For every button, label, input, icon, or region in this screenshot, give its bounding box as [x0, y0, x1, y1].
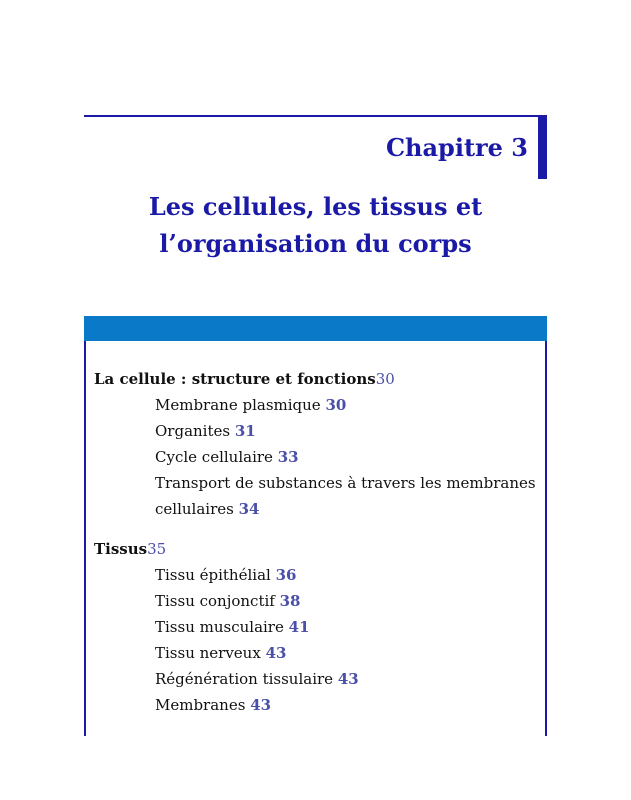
toc-section-title: Tissus — [94, 540, 148, 558]
toc-entry[interactable] — [94, 470, 544, 522]
toc-entry-label: Cycle cellulaire — [155, 448, 273, 466]
toc-left-border — [84, 341, 86, 736]
toc-entry-label-line1: Transport de substances à travers les membranes — [155, 474, 536, 492]
toc-entry-label: Tissu nerveux — [155, 644, 261, 662]
toc-entry-label: Tissu musculaire — [155, 618, 284, 636]
toc-entry-label: Tissu épithélial — [155, 566, 271, 584]
chapter-title-line2: l’organisation du corps — [159, 229, 472, 258]
toc-entry[interactable] — [94, 666, 544, 692]
toc-entry-label: Membranes — [155, 696, 246, 714]
toc-right-border — [545, 341, 547, 736]
chapter-top-rule — [84, 115, 544, 117]
toc-entry-label: Régénération tissulaire — [155, 670, 334, 688]
toc-entry-page: 34 — [238, 500, 260, 518]
table-of-contents — [94, 366, 544, 732]
toc-entry[interactable] — [94, 562, 544, 588]
toc-entry[interactable] — [94, 588, 544, 614]
toc-section-page: 35 — [147, 540, 167, 558]
toc-sub-list — [94, 392, 544, 522]
chapter-title — [84, 188, 547, 262]
toc-entry[interactable] — [94, 640, 544, 666]
chapter-label: Chapitre 3 — [385, 133, 528, 162]
toc-entry-page: 43 — [250, 696, 272, 714]
toc-entry[interactable] — [94, 418, 544, 444]
toc-entry-page: 43 — [265, 644, 287, 662]
toc-entry-page: 30 — [325, 396, 347, 414]
toc-section — [94, 366, 544, 522]
toc-entry-label: Membrane plasmique — [155, 396, 321, 414]
toc-entry[interactable] — [94, 392, 544, 418]
toc-entry-page: 36 — [275, 566, 297, 584]
toc-section-title: La cellule : structure et fonctions — [94, 370, 376, 388]
chapter-title-line1: Les cellules, les tissus et — [148, 192, 483, 221]
toc-section-heading[interactable] — [94, 536, 544, 562]
toc-entry[interactable] — [94, 614, 544, 640]
toc-section-heading[interactable] — [94, 366, 544, 392]
toc-section — [94, 536, 544, 718]
toc-entry[interactable] — [94, 444, 544, 470]
toc-header-bar — [84, 316, 547, 341]
toc-entry-label-line2: cellulaires — [155, 500, 234, 518]
toc-sub-list — [94, 562, 544, 718]
chapter-side-bar — [538, 115, 547, 179]
toc-entry-page: 38 — [279, 592, 301, 610]
toc-section-page: 30 — [375, 370, 395, 388]
toc-entry[interactable] — [94, 692, 544, 718]
toc-entry-page: 41 — [288, 618, 310, 636]
toc-entry-page: 33 — [277, 448, 299, 466]
toc-entry-label: Organites — [155, 422, 231, 440]
toc-entry-label: Tissu conjonctif — [155, 592, 275, 610]
toc-entry-page: 31 — [234, 422, 256, 440]
toc-entry-page: 43 — [337, 670, 359, 688]
